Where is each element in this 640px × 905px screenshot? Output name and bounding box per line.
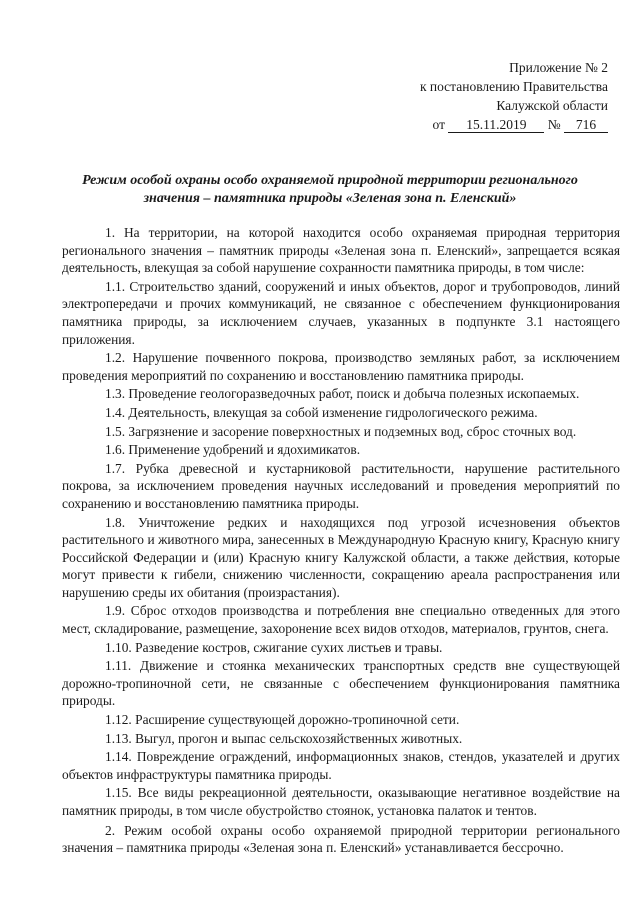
paragraph-1-15: 1.15. Все виды рекреационной деятельности, оказывающие негативное воздействие на памятник природы, в том числе обустройство стоянок, установка палаток и тентов. [62, 785, 620, 818]
paragraph-1: 1. На территории, на которой находится особо охраняемая природная территория регионального значения – памятник природы «Зеленая зона п. Еленский», запрещается всякая деятельность, влекущая за собой нарушение сохранности памятника природы, в том числе: [62, 225, 620, 276]
decree-date: 15.11.2019 [448, 117, 544, 133]
paragraph-1-9: 1.9. Сброс отходов производства и потребления вне специально отведенных для этого мест, складирование, размещение, захоронение всех видов отходов, материалов, грунтов, снега. [62, 603, 620, 637]
appendix-date-line [358, 115, 608, 134]
paragraph-1-1: 1.1. Строительство зданий, сооружений и иных объектов, дорог и трубопроводов, линий электропередачи и прочих коммуникаций, не связанное с обеспечением функционирования памятника природы, за исключением случаев, указанных в подпункте 3.1 настоящего приложения. [62, 278, 620, 347]
document-body [62, 224, 620, 858]
paragraph-1-2: 1.2. Нарушение почвенного покрова, производство земляных работ, за исключением проведения мероприятий по сохранению и восстановлению памятника природы. [62, 350, 620, 383]
paragraph-1-11: 1.11. Движение и стоянка механических транспортных средств вне существующей дорожно-тропиночной сети, не связанные с обеспечением функционирования памятника природы. [62, 658, 620, 709]
paragraph-1-7: 1.7. Рубка древесной и кустарниковой растительности, нарушение растительного покрова, за исключением проведения научных исследований и проведения мероприятий по сохранению и восстановлению памятника природы. [62, 460, 620, 511]
appendix-header [358, 58, 608, 134]
appendix-region: Калужской области [496, 98, 608, 113]
document-title: Режим особой охраны особо охраняемой природной территории регионального значения – памятника природы «Зеленая зона п. Еленский» [82, 173, 578, 206]
from-label: от [432, 117, 445, 132]
paragraph-1-13: 1.13. Выгул, прогон и выпас сельскохозяйственных животных. [105, 730, 463, 746]
paragraph-1-6: 1.6. Применение удобрений и ядохимикатов. [105, 442, 361, 458]
appendix-decree-ref: к постановлению Правительства [419, 79, 608, 94]
decree-number: 716 [564, 117, 608, 133]
appendix-number: Приложение № 2 [509, 60, 608, 75]
paragraph-1-5: 1.5. Загрязнение и засорение поверхностных и подземных вод, сброс сточных вод. [105, 423, 577, 439]
paragraph-1-4: 1.4. Деятельность, влекущая за собой изменение гидрологического режима. [105, 404, 538, 420]
paragraph-1-14: 1.14. Повреждение ограждений, информационных знаков, стендов, указателей и других объектов инфраструктуры памятника природы. [62, 749, 620, 782]
paragraph-1-3: 1.3. Проведение геологоразведочных работ, поиск и добыча полезных ископаемых. [105, 386, 580, 402]
paragraph-2: 2. Режим особой охраны особо охраняемой природной территории регионального значения – памятника природы «Зеленая зона п. Еленский» устанавливается бессрочно. [62, 822, 620, 856]
paragraph-1-10: 1.10. Разведение костров, сжигание сухих листьев и травы. [105, 639, 443, 655]
paragraph-1-8: 1.8. Уничтожение редких и находящихся под угрозой исчезновения объектов растительного и животного мира, занесенных в Международную Красную книгу, Красную книгу Российской Федерации и (или) Красную книгу Калужской области, а также действия, которые могут привести к гибели, снижению численности, сокращению ареала распространения или нарушению среды их обитания (произрастания). [62, 514, 620, 600]
paragraph-1-12: 1.12. Расширение существующей дорожно-тропиночной сети. [105, 712, 460, 728]
number-label: № [547, 117, 561, 132]
